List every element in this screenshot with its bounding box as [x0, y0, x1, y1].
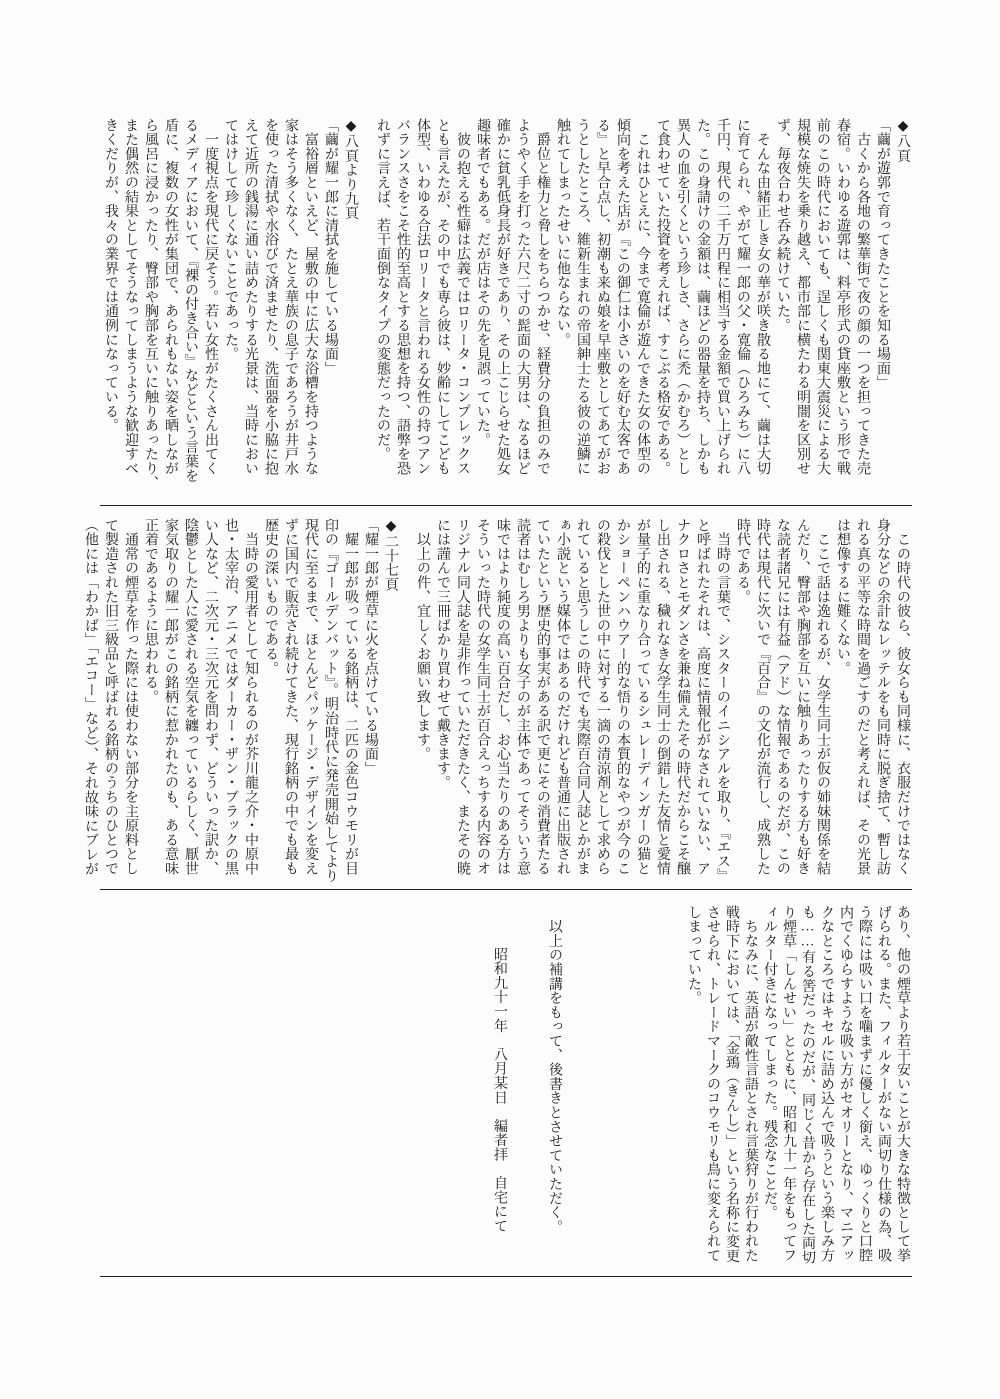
heading-scene-seishiki: 「繭が耀一郎に清拭を施している場面」: [323, 118, 338, 376]
horizontal-rule-3: [100, 1276, 912, 1277]
text-line: 春宿。いわゆる遊郭は、料亭形式の貸座敷という形で戦: [835, 118, 850, 476]
text-line: 体型、いわゆる合法ロリータと言われる女性の持つアン: [415, 118, 430, 476]
text-line: とも言えたが、その中でも専ら彼は、妙齢にしてこども: [435, 118, 450, 476]
text-line: うとしたところ、維新生まれの帝国紳士たる彼の逆鱗に: [575, 118, 590, 476]
text-line: 戦時下においては、「金鵄（きんし）」という名称に変更: [724, 905, 739, 1263]
text-line: と呼ばれたそれは、高度に情報化がなされていない、ア: [695, 518, 710, 876]
text-line: ィルター付きになってしまった。残念なことだ。: [762, 905, 777, 1220]
text-line: 正着であるように思われる。: [143, 518, 158, 704]
text-line: い人など、二次元・三次元を問わず、どういった訳か、: [203, 518, 218, 876]
text-line: 富裕層といえど、屋敷の中に広大な浴槽を持つような: [303, 118, 318, 476]
text-line: 現代に至るまで、ほとんどパッケージ・デザインを変え: [303, 518, 318, 876]
text-line: に育てられ、やがて耀一郎の父・寛倫（ひろみち）に八: [735, 118, 750, 476]
text-line: この時代の彼ら、彼女らも同様に、衣服だけではなく: [895, 518, 910, 876]
text-line: 家はそう多くなく、たとえ華族の息子であろうが井戸水: [283, 118, 298, 476]
text-line: バランスさをこそ性的至高とする思想を持つ、語弊を恐: [395, 118, 410, 476]
text-line: 爵位と権力と脅しをちらつかせ、経費分の負担のみで: [535, 118, 550, 476]
text-line: 趣味者でもある。だが店はその先を見誤っていた。: [475, 118, 490, 447]
text-line: ず、毎夜合わせ呑み続けていた。: [775, 118, 790, 333]
text-line: 時代である。: [735, 518, 750, 604]
heading-scene-tabako: 「耀一郎が煙草に火を点けている場面」: [363, 518, 378, 776]
text-line: 也・太宰治、アニメではダーカー・ザン・ブラックの黒: [223, 518, 238, 876]
text-line: 印の『ゴールデンバット』。明治時代に発売開始してより: [323, 518, 338, 883]
text-line: 以上の件、宜しくお願い致します。: [415, 518, 430, 762]
text-line: ぁ小説という媒体ではあるのだけれども普通に出版され: [555, 518, 570, 876]
text-line: た。この身請けの金額は、繭ほどの器量を持ち、しかも: [695, 118, 710, 476]
text-line: きくだりが、我々の業界では通例になっている。: [103, 118, 118, 433]
horizontal-rule-1: [100, 505, 912, 506]
text-line: これはひとえに、今まで寛倫が遊んできた女の体型の: [635, 118, 650, 476]
text-line: る』と早合点し、初潮も来ぬ娘を早座敷としてあてがお: [595, 118, 610, 476]
heading-page-27: ◆二十七頁: [383, 518, 398, 592]
text-line: クなところではキセルに詰め込んで吸うという楽しみ方: [819, 905, 834, 1263]
text-line: 古くから各地の繁華街で夜の顔の一つを担ってきた売: [855, 118, 870, 476]
text-line: そういった時代の女学生同士が百合えっちする内容のオ: [475, 518, 490, 876]
text-line: かショーペンハウアー的な悟りの本質的なやつが今のこ: [615, 518, 630, 876]
text-line: また偶然の結果としてそうなってしまうような歓迎すべ: [123, 118, 138, 476]
text-line: り煙草「しんせい」とともに、昭和九十一年をもってフ: [781, 905, 796, 1263]
text-line: ここで話は逸れるが、女学生同士が仮の姉妹関係を結: [815, 518, 830, 876]
text-line: るメディアにおいて、『裸の付き合い』などという言葉を: [183, 118, 198, 483]
text-line: てはけして珍しくないことであった。: [223, 118, 238, 362]
text-line: う際には吸い口を噛まずに優しく銜え、ゆっくりと口腔: [857, 905, 872, 1263]
text-line: 家気取りの耀一郎がこの銘柄に惹かれたのも、ある意味: [163, 518, 178, 876]
text-line: し出される、穢れなき女学生同士の倒錯した友情と愛情: [655, 518, 670, 876]
text-line: あり、他の煙草より若干安いことが大きな特徴として挙: [895, 905, 910, 1263]
text-line: （他には「わかば」「エコー」など）、それ故味にブレが: [83, 518, 98, 876]
text-line: 味ではより純度の高い百合だし、お心当たりのある方は: [495, 518, 510, 876]
text-line: を使った清拭や水浴びで済ませたり、洗面器を小脇に抱: [263, 118, 278, 476]
text-line: 読者はむしろ男よりも女子のが主体であってそういう意: [515, 518, 530, 876]
text-line: げられる。また、フィルターがない両切り仕様の為、吸: [876, 905, 891, 1263]
text-line: て食わせていた投資を考えれば、すこぶる格安である。: [655, 118, 670, 476]
text-line: 通常の煙草を作った際には使わない部分を主原料とし: [123, 518, 138, 876]
signature-line: 昭和九十一年 八月某日 編者拝 自宅にて: [492, 947, 507, 1233]
text-line: 内でくゆらすような吸い方がセオリーとなり、マニアッ: [838, 905, 853, 1263]
text-line: て製造された旧三級品と呼ばれる銘柄のうちのひとつで: [103, 518, 118, 876]
text-line: しまっていた。: [686, 905, 701, 1006]
text-line: 前のこの時代においても、逞しくも関東大震災による大: [815, 118, 830, 476]
text-line: 千円、現代の二千万円程に相当する金額で買い上げられ: [715, 118, 730, 476]
heading-page-8: ◆八頁: [895, 118, 910, 163]
text-line: 一度視点を現代に戻そう。若い女性がたくさん出てく: [203, 118, 218, 476]
text-line: 盾に、複数の女性が集団で、あられもない姿を晒しなが: [163, 118, 178, 476]
text-line: 確かに貧乳低身長が好きであり、その上こじらせた処女: [495, 118, 510, 476]
text-line: 当時の言葉で、シスターのイニシアルを取り、『エス』: [715, 518, 730, 883]
text-line: ていたという歴史的事実がある訳で更にその消費者たる: [535, 518, 550, 876]
text-line: れていると思うしこの時代でも実際百合同人誌とかがま: [575, 518, 590, 876]
text-line: そんな由緒正しき女の華が咲き散る地にて、繭は大切: [755, 118, 770, 476]
text-line: 当時の愛用者として知られるのが芥川龍之介・中原中: [243, 518, 258, 876]
text-line: んだり、臀部や胸部を互いに触りあったりする方も好き: [795, 518, 810, 876]
text-line: えて近所の銭湯に通い詰めたりする光景は、当時におい: [243, 118, 258, 476]
text-line: 陰鬱とした人に愛される空気を纏っているらしく、厭世: [183, 518, 198, 876]
text-line: 傾向を考えた店が『この御仁は小さいのを好む太客であ: [615, 118, 630, 476]
text-line: 異人の血を引くという珍しさ、さらに禿（かむろ）とし: [675, 118, 690, 476]
closing-line: 以上の補講をもって、後書きとさせていただく。: [547, 905, 562, 1234]
text-line: れる真の平等な時間を過ごすのだと考えれば、その光景: [855, 518, 870, 876]
text-line: 歴史の深いものである。: [263, 518, 278, 676]
text-line: 耀一郎が吸っている銘柄は、二匹の金色コウモリが目: [343, 518, 358, 876]
text-line: には謹んで三冊ばかり買わせて戴きます。: [435, 518, 450, 790]
text-line: 身分などの余計なレッテルをも同時に脱ぎ捨て、暫し訪: [875, 518, 890, 876]
text-band-bottom: [490, 905, 912, 1289]
text-line: 時代は現代に次いで『百合』の文化が流行し、成熟した: [755, 518, 770, 876]
text-line: な読者諸兄には有益（アド）な情報であるのだが、この: [775, 518, 790, 876]
text-line: も……有る筈だったのだが、同じく昔から存在した両切: [800, 905, 815, 1265]
text-line: 彼の抱える性癖は広義ではロリータ・コンプレックス: [455, 118, 470, 476]
text-line: れずに言えば、若干面倒なタイプの変態だったのだ。: [375, 118, 390, 462]
heading-page-8-to-9: ◆八頁より九頁: [343, 118, 358, 221]
text-band-top: [100, 118, 912, 502]
text-line: ずに国内で販売され続けてきた、現行銘柄の中でも最も: [283, 518, 298, 876]
text-line: は想像するに難くない。: [835, 518, 850, 676]
text-line: 触れてしまったせいに他ならない。: [555, 118, 570, 347]
text-line: ら風呂に浸かったり、臀部や胸部を互いに触りあったり、: [143, 118, 158, 490]
text-line: リジナル同人誌を是非作っていただきたく、またその暁: [455, 518, 470, 876]
heading-scene-yukaku: 「繭が遊郭で育ってきたことを知る場面」: [875, 118, 890, 390]
text-line: させられ、トレードマークのコウモリも鳥に変えられて: [705, 905, 720, 1263]
horizontal-rule-2: [100, 889, 912, 890]
text-line: が量子的に重なり合っているシュレーディンガーの猫と: [635, 518, 650, 876]
text-line: ようやく手を打った六尺二寸の髭面の大男は、なるほど: [515, 118, 530, 476]
text-line: の殺伐とした世の中に対する一滴の清涼剤として求めら: [595, 518, 610, 876]
text-line: ナクロさとモダンさを兼ね備えたその時代だからこそ醸: [675, 518, 690, 876]
text-line: ちなみに、英語が敵性言語とされ言葉狩りが行われた: [743, 905, 758, 1263]
text-band-middle: [80, 518, 912, 890]
text-line: 規模な焼失を乗り越え、都市部に横たわる明闇を区別せ: [795, 118, 810, 476]
